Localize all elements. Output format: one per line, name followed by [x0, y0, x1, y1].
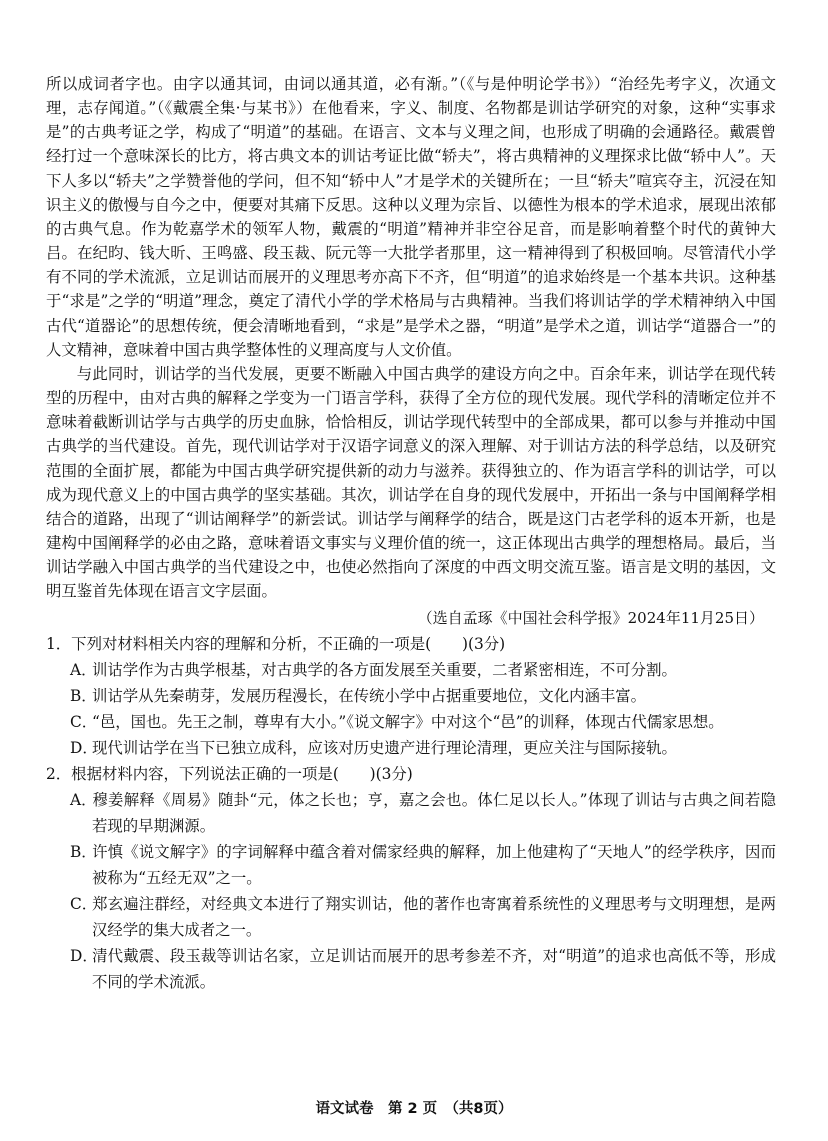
page-footer: 语文试卷 第 2 页 （共8页）: [315, 1101, 513, 1117]
question-1-option-a: [46, 657, 776, 683]
question-1-option-d: [46, 735, 776, 761]
option-letter: C．: [70, 895, 98, 914]
question-2-option-c: [46, 891, 776, 943]
question-stem: 1．下列对材料相关内容的理解和分析，不正确的一项是( )(3分): [46, 635, 506, 654]
question-stem: 2．根据材料内容，下列说法正确的一项是( )(3分): [46, 765, 413, 784]
option-letter: C．: [70, 713, 98, 732]
passage-paragraph-1: 所以成词者字也。由字以通其词，由词以通其道，必有渐。”（《与是仲明论学书》）“治经先考字义，次通文理，志存闻道。”（《戴震全集·与某书》）在他看来，字义、制度、名物都是训诂学研究的对象，这种“实事求是”的古典考证之学，构成了“明道”的基础。在语言、文本与义理之间，也形成了明确的会通路径。戴震曾经打过一个意味深长的比方，将古典文本的训诂考证比做“轿夫”，将古典精神的义理探求比做“轿中人”。天下人多以“轿夫”之学赞誉他的学问，但不知“轿中人”才是学术的关键所在；一旦“轿夫”喧宾夺主，沉浸在知识主义的傲慢与自今之中，便要对其痛下反思。这种以义理为宗旨、以德性为根本的学术追求，展现出浓郁的古典气息。作为乾嘉学术的领军人物，戴震的“明道”精神并非空谷足音，而是影响着整个时代的黄钟大吕。在纪昀、钱大昕、王鸣盛、段玉裁、阮元等一大批学者那里，这一精神得到了积极回响。尽管清代小学有不同的学术流派，立足训诂而展开的义理思考亦高下不齐，但“明道”的追求始终是一个基本共识。这种基于“求是”之学的“明道”理念，奠定了清代小学的学术格局与古典精神。当我们将训诂学的学术精神纳入中国古代“道器论”的思想传统，便会清晰地看到，“求是”是学术之器，“明道”是学术之道，训诂学“道器合一”的人文精神，意味着中国古典学整体性的义理高度与人文价值。: [46, 75, 776, 359]
option-letter: B．: [70, 843, 97, 862]
question-1: [46, 631, 776, 761]
question-2: [46, 761, 776, 995]
option-letter: D．: [70, 947, 98, 966]
question-2-option-a: [46, 787, 776, 839]
option-text: 穆姜解释《周易》随卦“元，体之长也；亨，嘉之会也。体仁足以长人。”体现了训诂与古典之间若隐若现的早期渊源。: [92, 791, 776, 836]
question-1-option-c: [46, 709, 776, 735]
question-1-option-b: [46, 683, 776, 709]
option-letter: A．: [70, 661, 97, 680]
option-letter: A．: [70, 791, 97, 810]
option-text: 训诂学作为古典学根基，对古典学的各方面发展至关重要，二者紧密相连，不可分割。: [92, 661, 677, 680]
option-text: 训诂学从先秦萌芽，发展历程漫长，在传统小学中占据重要地位，文化内涵丰富。: [92, 687, 647, 706]
question-2-option-d: [46, 943, 776, 995]
option-text: 许慎《说文解字》的字词解释中蕴含着对儒家经典的解释，加上他建构了“天地人”的经学秩序，因而被称为“五经无双”之一。: [92, 843, 776, 888]
option-text: 清代戴震、段玉裁等训诂名家，立足训诂而展开的思考参差不齐，对“明道”的追求也高低不等，形成不同的学术流派。: [92, 947, 776, 992]
question-2-option-b: [46, 839, 776, 891]
option-text: “邑，国也。先王之制，尊卑有大小。”《说文解字》中对这个“邑”的训释，体现古代儒家思想。: [92, 713, 724, 732]
option-text: 郑玄遍注群经，对经典文本进行了翔实训诂，他的著作也寄寓着系统性的义理思考与文明理想，是两汉经学的集大成者之一。: [92, 895, 776, 940]
passage-source: （选自孟琢《中国社会科学报》2024年11月25日）: [417, 609, 764, 628]
passage-paragraph-2: 与此同时，训诂学的当代发展，更要不断融入中国古典学的建设方向之中。百余年来，训诂学在现代转型的历程中，由对古典的解释之学变为一门语言学科，获得了全方位的现代发展。现代学科的清晰定位并不意味着截断训诂学与古典学的历史血脉，恰恰相反，训诂学现代转型中的全部成果，都可以参与并推动中国古典学的当代建设。首先，现代训诂学对于汉语字词意义的深入理解、对于训诂方法的科学总结，以及研究范围的全面扩展，都能为中国古典学研究提供新的动力与滋养。获得独立的、作为语言学科的训诂学，可以成为现代意义上的中国古典学的坚实基础。其次，训诂学在自身的现代发展中，开拓出一条与中国阐释学相结合的道路，出现了“训诂阐释学”的新尝试。训诂学与阐释学的结合，既是这门古老学科的返本开新，也是建构中国阐释学的必由之路，意味着语文事实与义理价值的统一，这正体现出古典学的理想格局。最后，当训诂学融入中国古典学的当代建设之中，也使必然指向了深度的中西文明交流互鉴。语言是文明的基因，文明互鉴首先体现在语言文字层面。: [46, 364, 776, 601]
option-letter: B．: [70, 687, 97, 706]
option-letter: D．: [70, 739, 98, 758]
option-text: 现代训诂学在当下已独立成科，应该对历史遗产进行理论清理，更应关注与国际接轨。: [92, 739, 677, 758]
